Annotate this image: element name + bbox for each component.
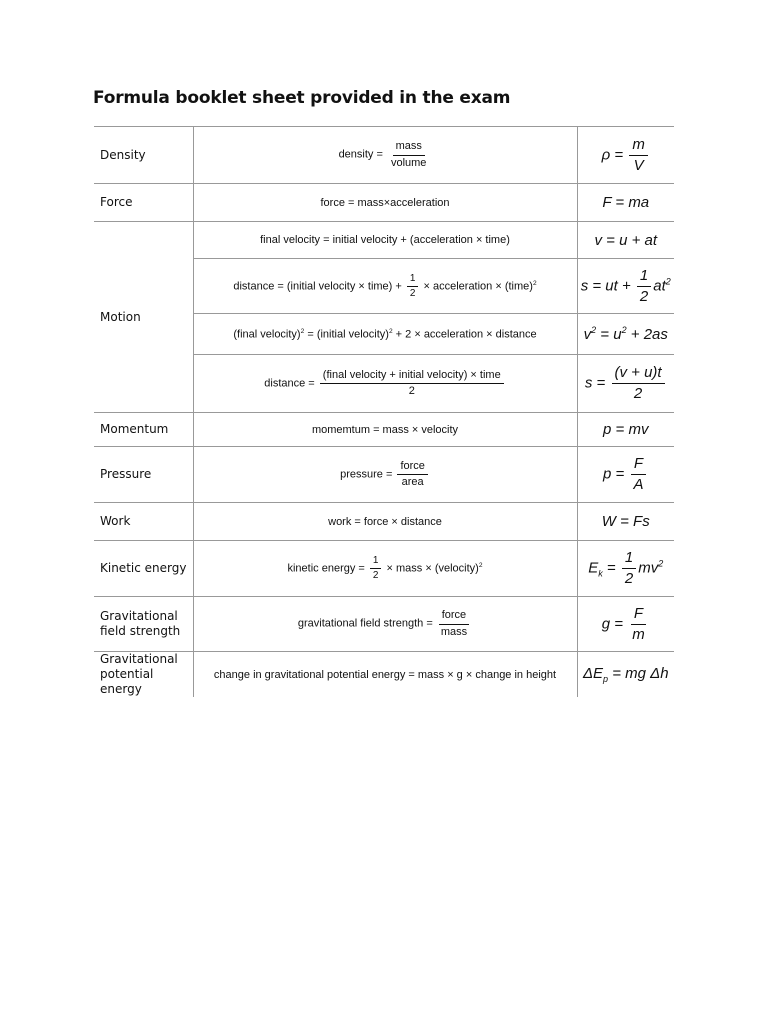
exponent: 2 xyxy=(388,327,393,335)
exponent: 2 xyxy=(665,275,671,286)
symbol-formula: W = Fs xyxy=(577,503,674,541)
row-label-line: field strength xyxy=(100,624,181,638)
word-formula: final velocity = initial velocity + (acceleration × time) xyxy=(193,222,577,259)
word-formula xyxy=(193,447,577,503)
exponent: 2 xyxy=(658,558,664,569)
fraction-numerator: force xyxy=(439,609,469,624)
formula-part: E xyxy=(588,559,599,577)
row-label: Momentum xyxy=(94,413,193,447)
fraction-denominator: 2 xyxy=(372,570,379,581)
word-formula xyxy=(193,597,577,652)
formula-part: × acceleration × (time) xyxy=(423,279,533,292)
fraction-numerator: F xyxy=(631,605,646,625)
formula-lhs: distance = xyxy=(264,377,315,390)
page-title: Formula booklet sheet provided in the exam xyxy=(93,88,511,108)
exponent: 2 xyxy=(591,325,597,335)
fraction-denominator: 2 xyxy=(633,385,643,402)
formula-part: + 2as xyxy=(626,326,668,343)
formula-lhs: gravitational field strength = xyxy=(297,617,433,630)
row-gravitational-potential-energy xyxy=(94,652,674,698)
formula-table xyxy=(94,126,674,697)
exponent: 2 xyxy=(621,325,627,335)
symbol-formula xyxy=(577,597,674,652)
row-label: Force xyxy=(94,184,193,222)
fraction-denominator: V xyxy=(633,156,644,174)
fraction-denominator: volume xyxy=(390,156,427,169)
formula-lhs: pressure = xyxy=(340,468,393,481)
row-density xyxy=(94,127,674,184)
symbol-formula xyxy=(577,355,674,413)
fraction-numerator: 1 xyxy=(637,267,651,287)
formula-part: = xyxy=(602,559,616,577)
word-formula: work = force × distance xyxy=(193,503,577,541)
formula-part: at xyxy=(653,276,666,294)
formula-part: (final velocity) xyxy=(233,328,301,341)
symbol-formula: p = mv xyxy=(577,413,674,447)
symbol-formula xyxy=(577,541,674,597)
word-formula: change in gravitational potential energy = mass × g × change in height xyxy=(193,652,577,698)
formula-lhs: g = xyxy=(601,614,624,632)
formula-part: × mass × (velocity) xyxy=(386,562,479,575)
formula-part: kinetic energy = xyxy=(287,562,365,575)
fraction-denominator: A xyxy=(633,476,644,493)
symbol-formula xyxy=(577,127,674,184)
row-label: Kinetic energy xyxy=(94,541,193,597)
row-label-line: Gravitational xyxy=(100,652,178,666)
fraction-numerator: force xyxy=(397,460,427,475)
fraction-numerator: mass xyxy=(393,140,425,155)
subscript: k xyxy=(598,568,603,579)
fraction-denominator: m xyxy=(632,625,645,643)
formula-lhs: s = xyxy=(584,374,606,392)
exponent: 2 xyxy=(300,327,305,335)
word-formula: force = mass×acceleration xyxy=(193,184,577,222)
row-label-line: Gravitational xyxy=(100,609,178,623)
fraction-denominator: mass xyxy=(440,625,468,638)
formula-part: distance = (initial velocity × time) + xyxy=(233,279,402,292)
row-label xyxy=(94,597,193,652)
fraction-denominator: 2 xyxy=(639,287,649,305)
word-formula xyxy=(193,259,577,314)
fraction-numerator: 1 xyxy=(370,555,382,569)
symbol-formula xyxy=(577,447,674,503)
word-formula xyxy=(193,355,577,413)
row-label: Pressure xyxy=(94,447,193,503)
fraction-denominator: 2 xyxy=(408,385,415,397)
word-formula xyxy=(193,314,577,355)
fraction-numerator: 1 xyxy=(407,273,419,287)
fraction-numerator: m xyxy=(629,136,648,156)
symbol-formula xyxy=(577,259,674,314)
formula-part: = mg Δh xyxy=(608,665,669,682)
symbol-formula xyxy=(577,314,674,355)
fraction-numerator: (final velocity + initial velocity) × time xyxy=(320,369,504,384)
symbol-formula xyxy=(577,652,674,698)
word-formula xyxy=(193,541,577,597)
row-gravitational-field-strength xyxy=(94,597,674,652)
row-label xyxy=(94,652,193,698)
exponent: 2 xyxy=(478,561,483,569)
row-motion-1 xyxy=(94,222,674,259)
row-work xyxy=(94,503,674,541)
formula-part: mv xyxy=(638,559,659,577)
formula-lhs: p = xyxy=(603,465,625,483)
row-label: Motion xyxy=(94,222,193,413)
fraction-numerator: 1 xyxy=(622,549,636,569)
row-force xyxy=(94,184,674,222)
subscript: p xyxy=(603,674,609,684)
formula-part: s = ut + xyxy=(580,276,631,294)
symbol-formula: v = u + at xyxy=(577,222,674,259)
row-pressure xyxy=(94,447,674,503)
fraction-numerator: F xyxy=(631,455,646,475)
fraction-denominator: 2 xyxy=(409,287,416,299)
formula-part: = (initial velocity) xyxy=(304,328,389,341)
row-kinetic-energy xyxy=(94,541,674,597)
row-label: Work xyxy=(94,503,193,541)
formula-part: v xyxy=(583,326,592,343)
fraction-denominator: area xyxy=(401,476,424,488)
row-label-line: potential energy xyxy=(100,667,154,696)
formula-part: = u xyxy=(596,326,622,343)
word-formula: momemtum = mass × velocity xyxy=(193,413,577,447)
row-label: Density xyxy=(94,127,193,184)
fraction-denominator: 2 xyxy=(624,570,634,587)
fraction-numerator: (v + u)t xyxy=(612,364,665,384)
formula-lhs: ρ = xyxy=(601,145,624,163)
row-momentum xyxy=(94,413,674,447)
symbol-formula: F = ma xyxy=(577,184,674,222)
word-formula xyxy=(193,127,577,184)
formula-part: + 2 × acceleration × distance xyxy=(392,328,537,341)
formula-lhs: density = xyxy=(338,148,383,161)
exponent: 2 xyxy=(532,279,537,287)
formula-part: ΔE xyxy=(582,665,604,682)
